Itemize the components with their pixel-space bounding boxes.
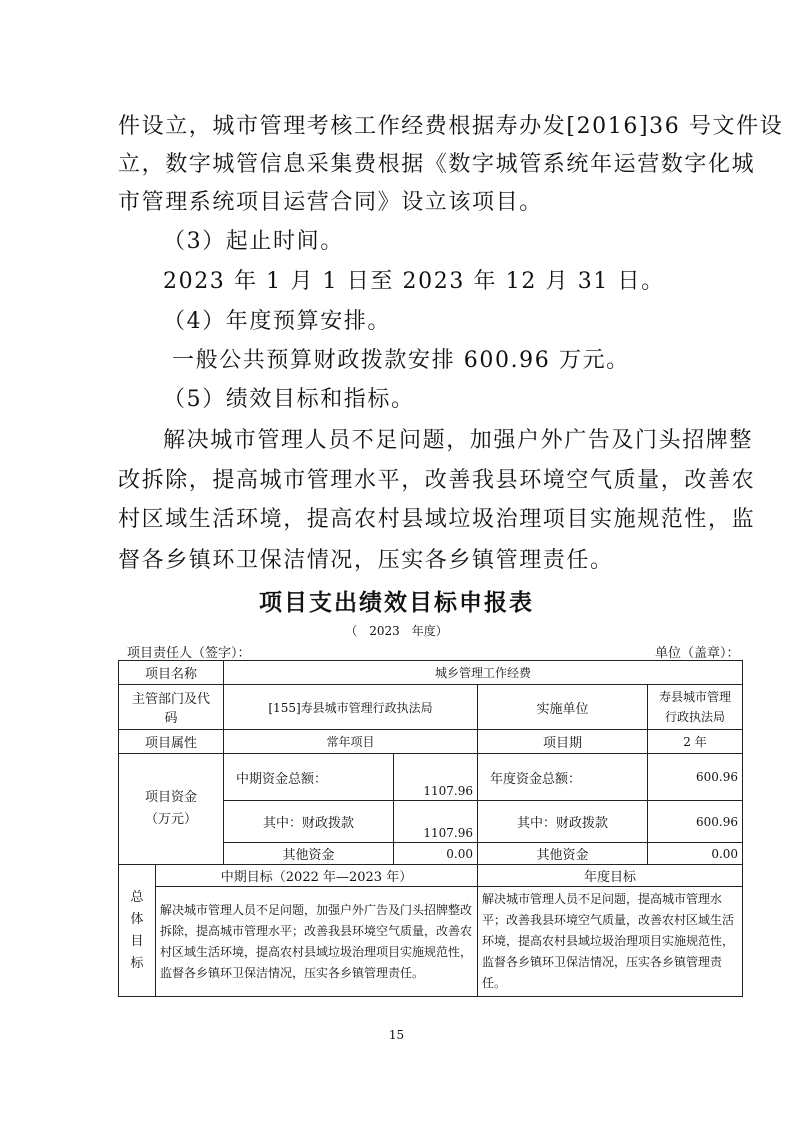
section-heading: （3）起止时间。 <box>163 229 344 254</box>
table-row <box>119 754 743 801</box>
impl-unit-value <box>648 685 743 730</box>
form-year: （ 2023 年度） <box>345 624 448 638</box>
project-period-value: 2 年 <box>648 730 743 754</box>
project-period-label: 项目期 <box>478 730 648 754</box>
annual-other-value: 0.00 <box>648 843 743 865</box>
overall-goal-char: 总 <box>130 889 144 905</box>
mid-goal-header: 中期目标（2022 年—2023 年） <box>156 865 478 887</box>
overall-goal-char: 体 <box>130 911 144 927</box>
section-heading: （4）年度预算安排。 <box>163 309 391 334</box>
section-heading: （5）绩效目标和指标。 <box>163 387 415 412</box>
annual-fiscal-value: 600.96 <box>648 801 743 843</box>
annual-total-label: 年度资金总额： <box>478 754 648 801</box>
unit-seal-label: 单位（盖章）： <box>655 646 740 661</box>
paragraph-line: 改拆除，提高城市管理水平，改善我县环境空气质量，改善农 <box>118 468 756 493</box>
paragraph-line: 解决城市管理人员不足问题，加强户外广告及门头招牌整 <box>163 428 754 453</box>
mid-total-value: 1107.96 <box>394 754 478 801</box>
funds-label-line: 项目资金 <box>145 790 198 805</box>
overall-goal-char: 标 <box>130 955 144 971</box>
impl-unit-label: 实施单位 <box>478 685 648 730</box>
dept-label-line: 主管部门及代 <box>132 692 211 707</box>
paragraph-line: 一般公共预算财政拨款安排 600.96 万元。 <box>172 348 630 373</box>
annual-total-value: 600.96 <box>648 754 743 801</box>
mid-fiscal-label: 其中：财政拨款 <box>224 801 394 843</box>
annual-goal-header: 年度目标 <box>478 865 743 887</box>
responsible-person-label: 项目责任人（签字）： <box>127 646 251 661</box>
mid-goal-text: 解决城市管理人员不足问题，加强户外广告及门头招牌整改拆除，提高城市管理水平；改善我县环境空气质量，改善农村区域生活环境，提高农村县域垃圾治理项目实施规范性，监督各乡镇环卫保洁情况，压实各乡镇管理责任。 <box>156 887 478 997</box>
mid-other-value: 0.00 <box>394 843 478 865</box>
paragraph-line: 市管理系统项目运营合同》设立该项目。 <box>118 190 543 215</box>
dept-label <box>119 685 224 730</box>
table-row <box>119 661 743 685</box>
annual-other-label: 其他资金 <box>478 843 648 865</box>
page-number: 15 <box>388 1028 405 1042</box>
project-attr-label: 项目属性 <box>119 730 224 754</box>
overall-goal-char: 目 <box>130 933 144 949</box>
mid-fiscal-value: 1107.96 <box>394 801 478 843</box>
project-name-value: 城乡管理工作经费 <box>224 661 743 685</box>
paragraph-line: 件设立，城市管理考核工作经费根据寿办发[2016]36 号文件设 <box>118 114 784 139</box>
dept-value: [155]寿县城市管理行政执法局 <box>224 685 478 730</box>
mid-other-label: 其他资金 <box>224 843 394 865</box>
annual-fiscal-label: 其中：财政拨款 <box>478 801 648 843</box>
overall-goal-label <box>119 865 156 997</box>
dept-label-line: 码 <box>164 711 178 726</box>
paragraph-line: 2023 年 1 月 1 日至 2023 年 12 月 31 日。 <box>163 269 665 294</box>
impl-unit-line: 行政执法局 <box>665 710 726 724</box>
table-row <box>119 730 743 754</box>
paragraph-line: 督各乡镇环卫保洁情况，压实各乡镇管理责任。 <box>118 548 614 573</box>
annual-goal-text: 解决城市管理人员不足问题，提高城市管理水平；改善我县环境空气质量，改善农村区域生活环境，提高农村县域垃圾治理项目实施规范性，监督各乡镇环卫保洁情况，压实各乡镇管理责任。 <box>478 887 743 997</box>
impl-unit-line: 寿县城市管理 <box>659 690 732 704</box>
project-attr-value: 常年项目 <box>224 730 478 754</box>
table-row <box>119 865 743 887</box>
performance-goal-table <box>118 660 743 997</box>
table-row <box>119 685 743 730</box>
paragraph-line: 立，数字城管信息采集费根据《数字城管系统年运营数字化城 <box>118 152 756 177</box>
funds-label-line: （万元） <box>145 812 198 827</box>
mid-total-label: 中期资金总额： <box>224 754 394 801</box>
paragraph-line: 村区域生活环境，提高农村县域垃圾治理项目实施规范性，监 <box>118 507 756 532</box>
project-name-label: 项目名称 <box>119 661 224 685</box>
funds-label <box>119 754 224 865</box>
form-title: 项目支出绩效目标申报表 <box>259 590 534 616</box>
table-row <box>119 887 743 997</box>
